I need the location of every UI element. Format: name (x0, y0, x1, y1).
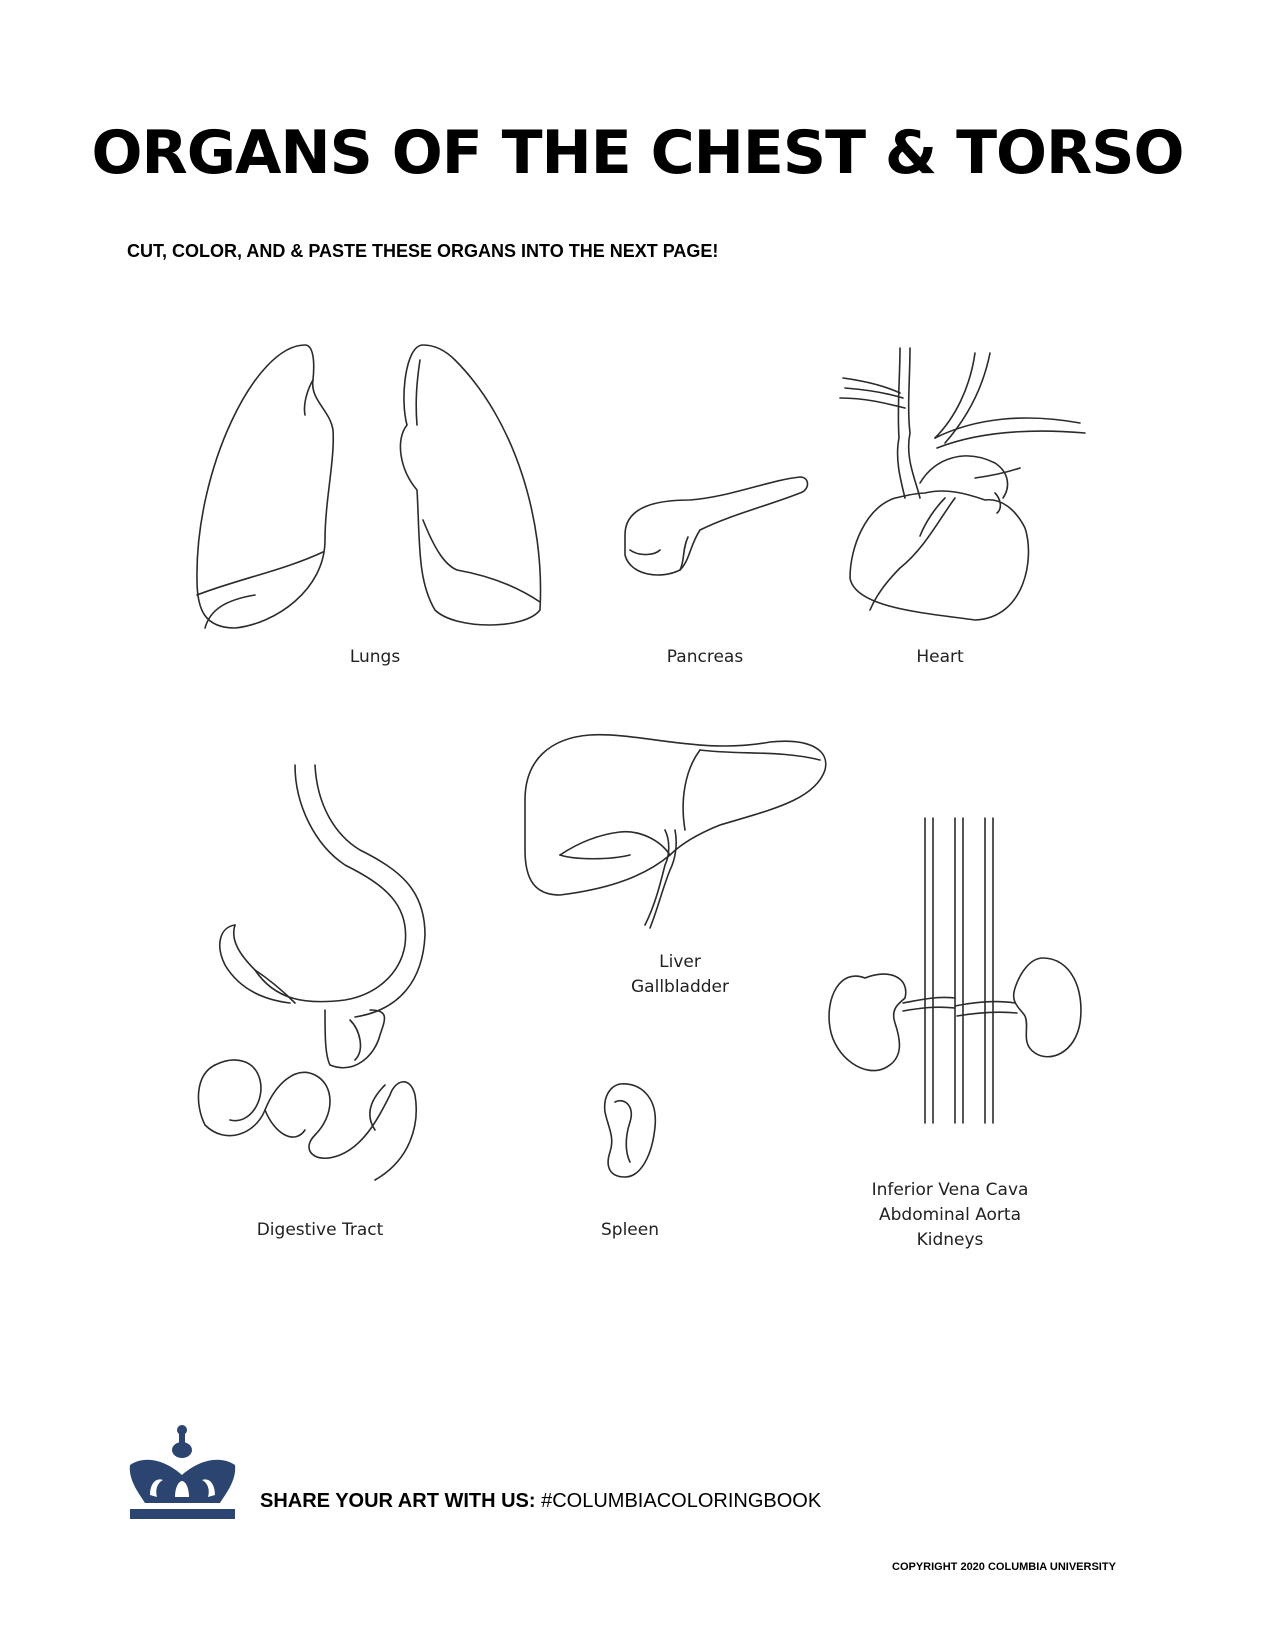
liver-label-line2: Gallbladder (631, 977, 729, 997)
kidneys-label (840, 1178, 1060, 1253)
pancreas-label-text: Pancreas (666, 647, 744, 667)
kidneys-aorta-illustration (825, 818, 1085, 1128)
pancreas-illustration (620, 475, 810, 585)
share-line (260, 1490, 821, 1513)
kidneys-label-line2: Abdominal Aorta (878, 1205, 1022, 1225)
kidneys-label-line3: Kidneys (916, 1230, 984, 1250)
digestive-tract-illustration (195, 765, 440, 1185)
lungs-label (300, 645, 450, 670)
spleen-label-text: Spleen (601, 1220, 659, 1240)
digestive-label (220, 1218, 420, 1243)
pancreas-label (630, 645, 780, 670)
lungs-label-text: Lungs (349, 647, 401, 667)
heart-label (880, 645, 1000, 670)
kidneys-label-line1: Inferior Vena Cava (871, 1180, 1029, 1200)
page-title: ORGANS OF THE CHEST & TORSO (91, 118, 1184, 188)
digestive-label-text: Digestive Tract (256, 1220, 384, 1240)
liver-gallbladder-illustration (520, 730, 830, 930)
copyright-text: COPYRIGHT 2020 COLUMBIA UNIVERSITY (892, 1561, 1116, 1573)
crown-icon (125, 1425, 240, 1525)
heart-label-text: Heart (916, 647, 964, 667)
liver-label (600, 950, 760, 1000)
hashtag: #COLUMBIACOLORINGBOOK (535, 1490, 822, 1512)
heart-illustration (825, 348, 1090, 628)
liver-label-line1: Liver (659, 952, 701, 972)
page-subtitle: CUT, COLOR, AND & PASTE THESE ORGANS INTO THE NEXT PAGE! (127, 241, 719, 261)
share-label: SHARE YOUR ART WITH US: (260, 1490, 536, 1512)
spleen-illustration (600, 1082, 660, 1182)
spleen-label (560, 1218, 700, 1243)
lungs-illustration (195, 340, 555, 630)
